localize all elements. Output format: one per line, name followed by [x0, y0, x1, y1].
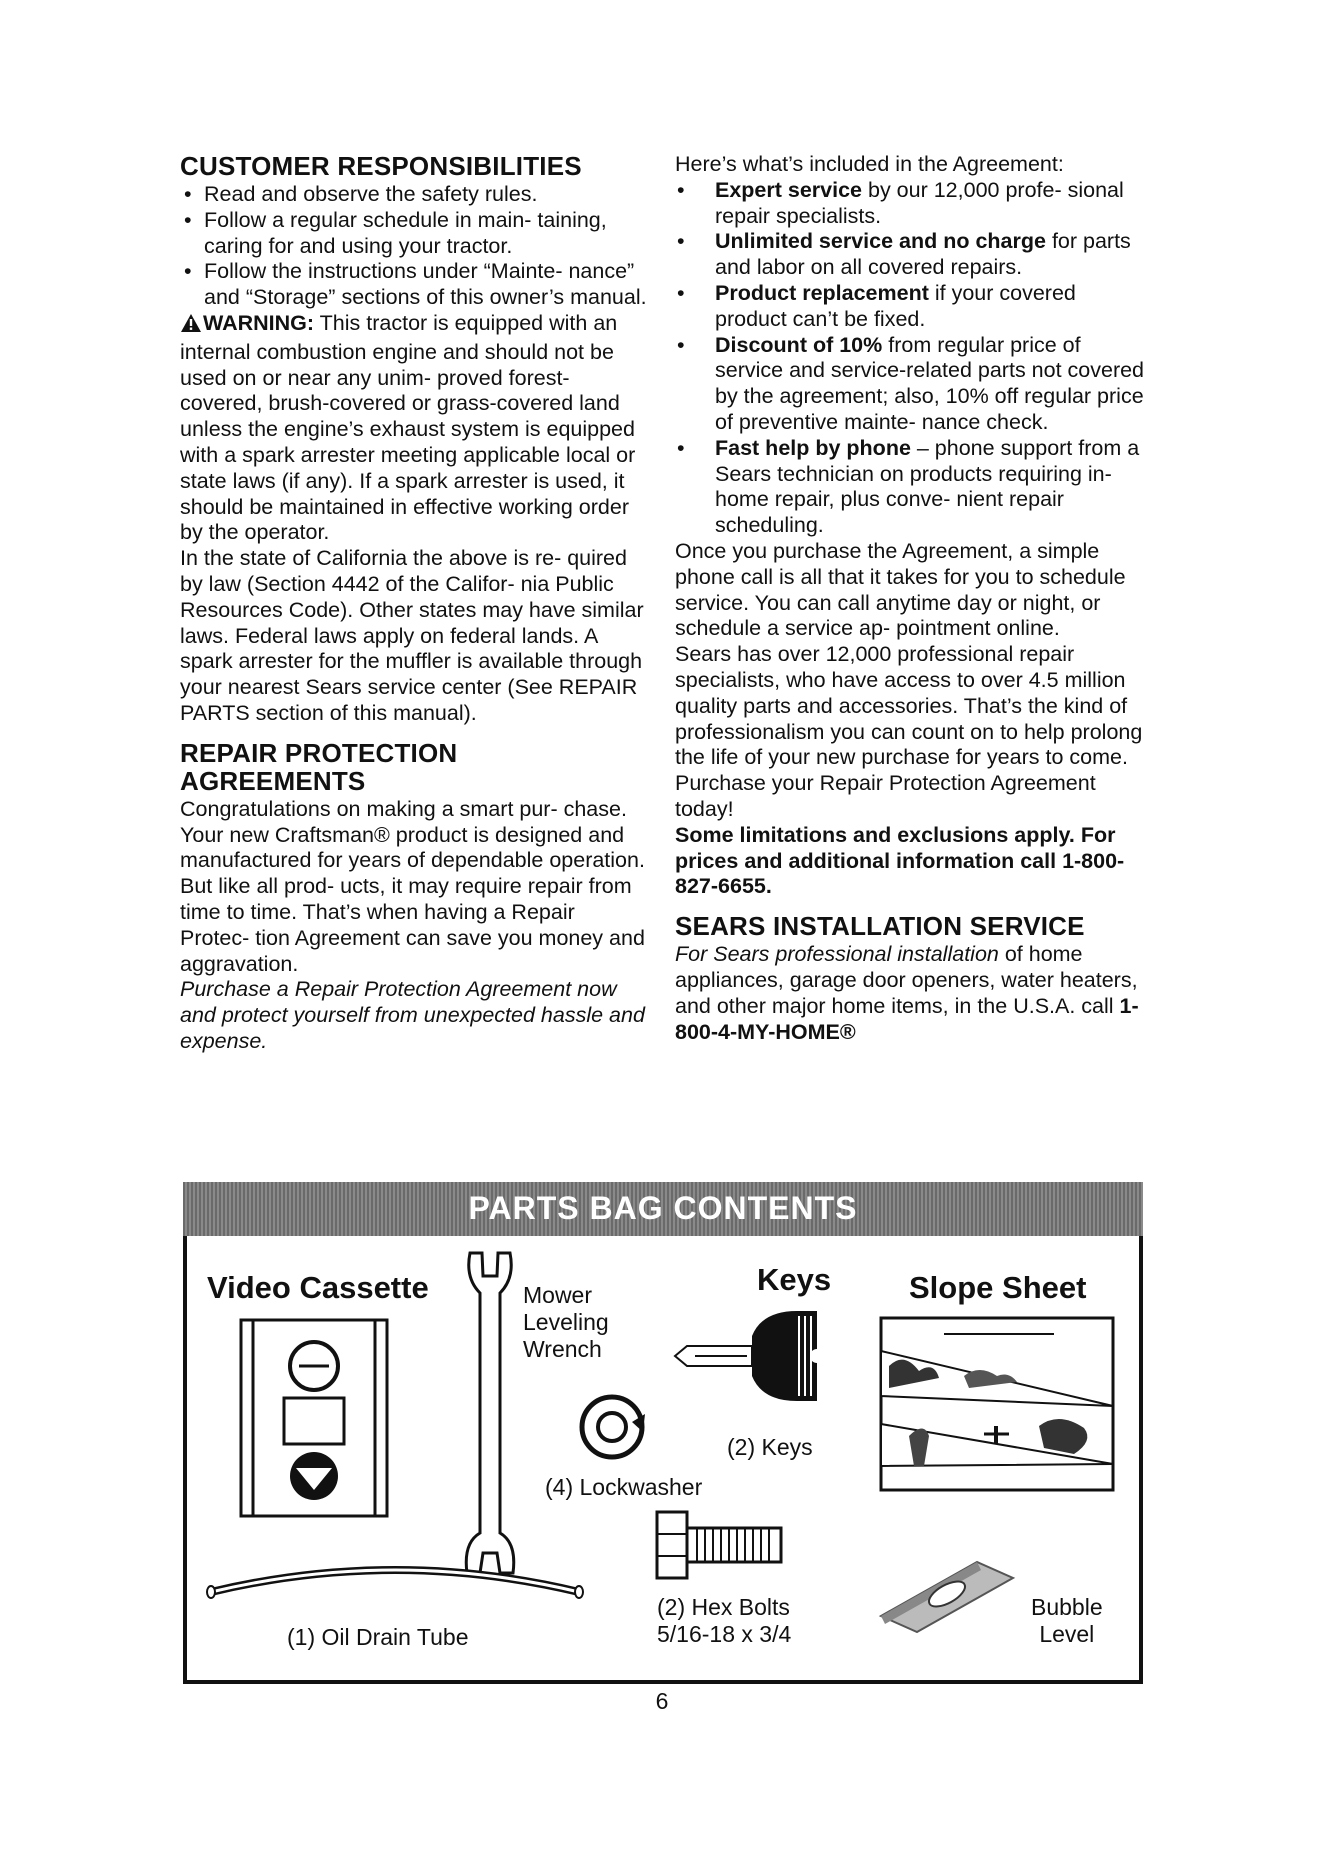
bubble-level-label — [1031, 1594, 1103, 1648]
customer-responsibilities-heading: CUSTOMER RESPONSIBILITIES — [180, 151, 582, 181]
heading-line: AGREEMENTS — [180, 765, 366, 796]
bubble-level-icon — [877, 1556, 1017, 1641]
installation-heading: SEARS INSTALLATION SERVICE — [675, 911, 1085, 942]
install-text: of home appliances, garage door openers, water heaters, and other major home items, in the U.S.A. call — [675, 942, 1138, 1018]
keys-title: Keys — [757, 1262, 832, 1297]
parts-bag-header — [183, 1182, 1143, 1236]
install-italic: For Sears professional installation — [675, 942, 999, 967]
slope-sheet-icon — [879, 1316, 1115, 1497]
limitations-text: Some limitations and exclusions apply. For prices and additional information call 1-800-827-6655. — [675, 822, 1125, 899]
page-number: 6 — [655, 1688, 669, 1714]
purchase-italic — [180, 977, 650, 1054]
bullet-bold: Product replacement — [715, 280, 929, 305]
bubble-level-line: Level — [1039, 1621, 1095, 1647]
california-paragraph: In the state of California the above is re- quired by law (Section 4442 of the Califor- nia Public Resources Code). Other states may have similar laws. Federal laws apply on federal lands. A spark arrester for the muffler is available through your nearest Sears service center (See REPAIR PARTS section of this manual). — [180, 546, 644, 725]
agreement-intro: Here’s what’s included in the Agreement: — [675, 152, 1064, 176]
list-item: • Follow a regular schedule in main- taining, caring for and using your tractor. — [180, 208, 650, 260]
wrench-label-line: Mower — [523, 1282, 593, 1308]
lockwasher-label: (4) Lockwasher — [545, 1474, 703, 1500]
warning-triangle-icon — [180, 313, 202, 340]
oil-drain-tube-icon — [205, 1562, 585, 1613]
sears-paragraph: Sears has over 12,000 professional repair specialists, who have access to over 4.5 million quality parts and accessories. That’s the kind of professionalism you can count on to help prolong the life of your new purchase for years to come. Purchase your Repair Protection Agreement today! — [675, 642, 1143, 821]
oil-drain-tube-label: (1) Oil Drain Tube — [287, 1624, 469, 1650]
wrench-icon — [455, 1248, 525, 1583]
installation-paragraph — [675, 942, 1150, 1045]
once-paragraph: Once you purchase the Agreement, a simple phone call is all that it takes for you to schedule service. You can call anytime day or night, or schedule a service ap- pointment online. — [675, 538, 1126, 641]
lockwasher-icon — [577, 1392, 647, 1467]
bubble-level-line: Bubble — [1031, 1594, 1103, 1620]
bullet-bold: Expert service — [715, 177, 863, 202]
bullet-bold: Unlimited service and no charge — [715, 229, 1046, 254]
left-column — [180, 152, 650, 1055]
bullet-text: for parts and labor on all covered repairs. — [715, 229, 1131, 280]
list-item — [675, 229, 1150, 281]
install-phone: 1-800-4-MY-HOME® — [675, 993, 1139, 1044]
video-cassette-label: Video Cassette — [207, 1270, 429, 1305]
parts-bag-box — [183, 1236, 1143, 1684]
bullet-text: by our 12,000 profe- sional repair specialists. — [715, 177, 1124, 228]
agreement-bullets — [675, 178, 1150, 539]
list-item — [675, 436, 1150, 539]
list-item — [675, 178, 1150, 230]
slope-sheet-label: Slope Sheet — [909, 1270, 1087, 1305]
congrats-paragraph: Congratulations on making a smart pur- chase. Your new Craftsman® product is designed and manufactured for years of dependable operation. But like all prod- ucts, it may require repair from time to time. That’s when having a Repair Protec- tion Agreement can save you money and aggravation. — [180, 796, 645, 976]
limitations-paragraph — [675, 823, 1150, 900]
keys-count-label: (2) Keys — [727, 1434, 813, 1460]
bullet-text: – phone support from a Sears technician on products requiring in-home repair, plus conve- nient repair scheduling. — [715, 435, 1140, 538]
customer-bullets — [180, 182, 650, 311]
bullet-bold: Discount of 10% — [715, 332, 883, 357]
list-item — [675, 281, 1150, 333]
bullet-text: from regular price of service and service-related parts not covered by the agreement; also, 10% off regular price of preventive mainte- nance check. — [715, 332, 1145, 434]
right-column — [675, 152, 1150, 1045]
warning-paragraph — [180, 311, 650, 546]
list-item — [675, 333, 1150, 436]
warning-label: WARNING: — [203, 310, 315, 335]
bullet-bold: Fast help by phone — [715, 435, 911, 460]
warning-text: This tractor is equipped with an internal combustion engine and should not be used on or near any unim- proved forest-covered, brush-covered or grass-covered land unless the engine’s exhaust system is equipped with a spark arrester meeting applicable local or state laws (if any). If a spark arrester is used, it should be maintained in effective working order by the operator. — [180, 310, 636, 545]
hex-bolts-label — [657, 1594, 791, 1648]
parts-bag-title: PARTS BAG CONTENTS — [468, 1190, 858, 1226]
repair-protection-heading — [180, 739, 650, 795]
video-cassette-icon — [239, 1318, 389, 1523]
wrench-label-line: Leveling — [523, 1309, 609, 1335]
mower-leveling-wrench-label — [523, 1282, 609, 1363]
hex-bolt-icon — [655, 1506, 785, 1591]
purchase-italic-text: Purchase a Repair Protection Agreement now and protect yourself from unexpected hassle and expense. — [180, 977, 645, 1053]
list-item: • Follow the instructions under “Mainte- nance” and “Storage” sections of this owner’s manual. — [180, 259, 650, 311]
bullet-text: if your covered product can’t be fixed. — [715, 280, 1076, 331]
hex-bolts-line: (2) Hex Bolts — [657, 1594, 790, 1620]
hex-bolts-line: 5/16-18 x 3/4 — [657, 1621, 792, 1647]
wrench-label-line: Wrench — [523, 1336, 602, 1362]
heading-line: REPAIR PROTECTION — [180, 737, 458, 768]
list-item: • Read and observe the safety rules. — [180, 182, 650, 208]
key-icon — [667, 1306, 837, 1411]
